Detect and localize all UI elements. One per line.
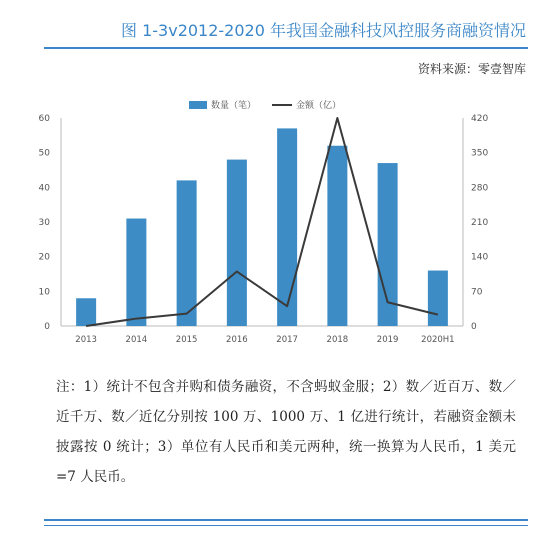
bar — [428, 271, 448, 326]
legend-line-label: 金额（亿） — [296, 101, 342, 111]
footnote: 注：1）统计不包含并购和债务融资，不含蚂蚁金服；2）数／近百万、数／近千万、数／近亿分别按 100 万、1000 万、1 亿进行统计，若融资金额未披露按 0 统计；3）单位有人民币和美元两种，统一换算为人民币，1 美元 =7 人民币。 — [56, 379, 516, 485]
x-tick-label: 2016 — [226, 335, 248, 345]
x-tick-label: 2014 — [125, 335, 148, 345]
y-left-tick-label: 50 — [38, 148, 50, 159]
x-tick-label: 2015 — [175, 335, 198, 345]
y-left-tick-label: 60 — [38, 114, 50, 124]
y-right-tick-label: 70 — [471, 287, 483, 298]
source-label: 资料来源：零壹智库 — [417, 62, 526, 76]
y-right-tick-label: 140 — [471, 252, 489, 263]
bar — [76, 298, 96, 326]
x-tick-label: 2013 — [75, 335, 97, 345]
bar — [227, 160, 247, 326]
bar — [277, 128, 297, 326]
y-left-tick-label: 20 — [38, 252, 50, 263]
bottom-divider-thin — [44, 525, 528, 526]
legend-bar-swatch — [189, 101, 207, 109]
y-left-tick-label: 40 — [38, 183, 50, 194]
y-left-tick-label: 0 — [44, 322, 50, 332]
x-tick-label: 2018 — [326, 335, 349, 345]
bar — [327, 146, 347, 326]
bottom-divider — [44, 519, 528, 521]
y-left-tick-label: 10 — [38, 287, 50, 298]
bar — [126, 219, 146, 326]
chart-title: 图 1-3v2012-2020 年我国金融科技风控服务商融资情况 — [121, 21, 526, 40]
title-divider — [44, 47, 528, 49]
bar — [177, 180, 197, 326]
x-tick-label: 2019 — [376, 335, 399, 345]
y-right-tick-label: 210 — [471, 218, 489, 228]
combo-chart — [0, 90, 550, 360]
x-tick-label: 2017 — [276, 335, 298, 345]
y-left-tick-label: 30 — [38, 218, 50, 228]
x-tick-label: 2020H1 — [421, 335, 455, 345]
y-right-tick-label: 0 — [471, 322, 477, 332]
y-right-tick-label: 420 — [471, 114, 489, 124]
y-right-tick-label: 350 — [471, 148, 489, 159]
y-right-tick-label: 280 — [471, 183, 489, 194]
legend-bar-label: 数量（笔） — [211, 101, 257, 111]
